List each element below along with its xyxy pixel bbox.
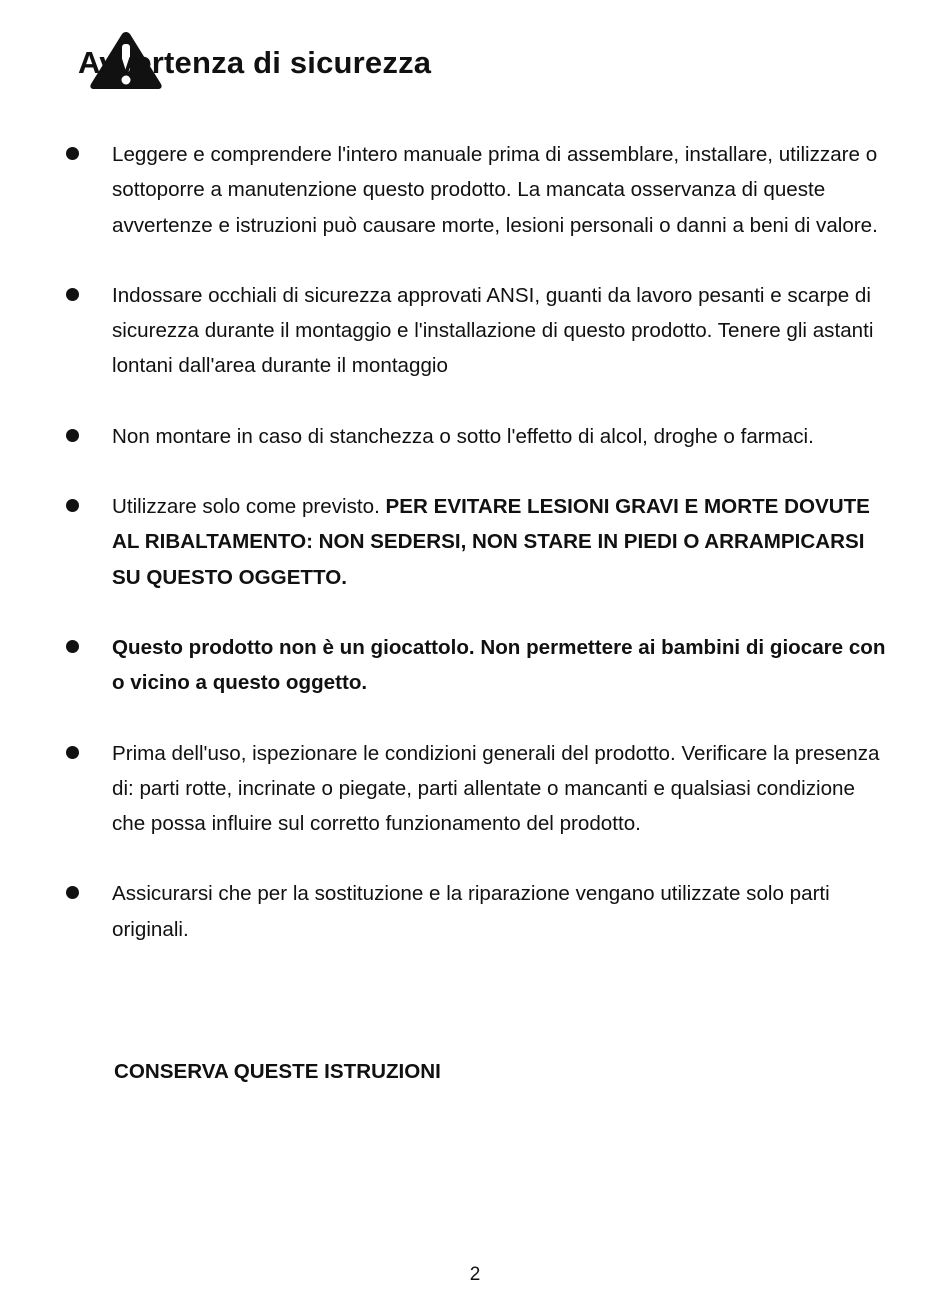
item-text: Assicurarsi che per la sostituzione e la riparazione vengano utilizzate solo parti originali.	[112, 882, 830, 941]
page-header	[78, 30, 678, 94]
bullet-icon	[66, 746, 79, 759]
list-item	[0, 419, 950, 454]
bullet-icon	[66, 499, 79, 512]
item-text: Indossare occhiali di sicurezza approvati ANSI, guanti da lavoro pesanti e scarpe di sicurezza durante il montaggio e l'installazione di questo prodotto. Tenere gli astanti lontani dall'area durante il montaggio	[112, 283, 874, 378]
item-text: Prima dell'uso, ispezionare le condizioni generali del prodotto. Verificare la presenza di: parti rotte, incrinate o piegate, parti allentate o mancanti e qualsiasi condizione che possa influire sul corretto funzionamento del prodotto.	[112, 741, 880, 836]
item-text: Utilizzare solo come previsto.	[112, 495, 386, 519]
list-item	[0, 278, 950, 384]
bullet-icon	[66, 288, 79, 301]
item-text: Leggere e comprendere l'intero manuale prima di assemblare, installare, utilizzare o sottoporre a manutenzione questo prodotto. La mancata osservanza di queste avvertenze e istruzioni può causare morte, lesioni personali o danni a beni di valore.	[112, 143, 878, 237]
list-item	[0, 736, 950, 842]
bullet-icon	[66, 429, 79, 442]
item-text-bold: PER EVITARE LESIONI GRAVI E MORTE DOVUTE AL RIBALTAMENTO: NON SEDERSI, NON STARE IN PIEDI O ARRAMPICARSI SU QUESTO OGGETTO.	[112, 495, 870, 589]
page-title: Avvertenza di sicurezza	[78, 45, 432, 80]
bullet-icon	[66, 640, 79, 653]
bullet-icon	[66, 886, 79, 899]
item-text: Non montare in caso di stanchezza o sotto l'effetto di alcol, droghe o farmaci.	[112, 424, 814, 448]
page-number: 2	[469, 1264, 481, 1285]
list-item	[0, 630, 950, 701]
list-item	[0, 137, 950, 243]
item-text-bold: Questo prodotto non è un giocattolo. Non permettere ai bambini di giocare con o vicino a questo oggetto.	[112, 635, 886, 695]
bullet-icon	[66, 147, 79, 160]
list-item	[0, 489, 950, 595]
safety-warning-list	[0, 137, 950, 982]
save-instructions-note: CONSERVA QUESTE ISTRUZIONI	[114, 1060, 441, 1083]
list-item	[0, 876, 950, 947]
